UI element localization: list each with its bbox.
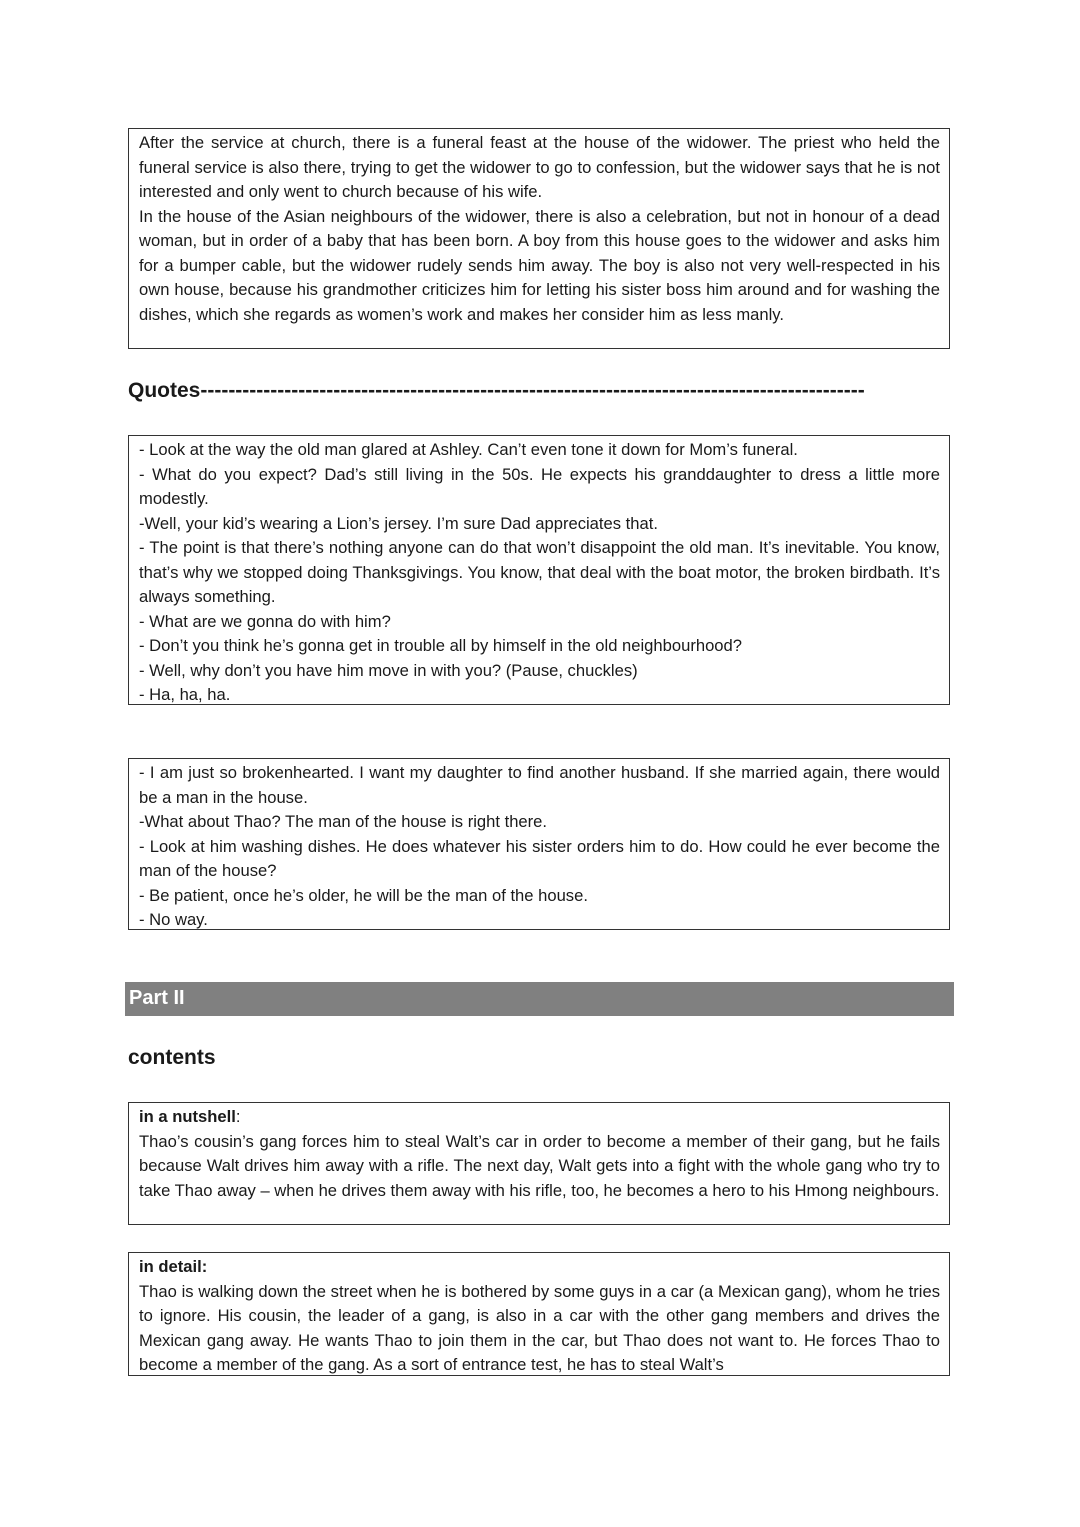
quotes-heading: Quotes----------------------------------------------------------------------------------------------- [128, 379, 865, 402]
quote-line: - I am just so brokenhearted. I want my daughter to find another husband. If she married again, there would be a man in the house. [139, 763, 940, 807]
summary-paragraph-1: After the service at church, there is a funeral feast at the house of the widower. The priest who held the funeral service is also there, trying to get the widower to go to confession, but the widower says that he is not interested and only went to church because of his wife. [139, 133, 940, 201]
quote-line: - What do you expect? Dad’s still living in the 50s. He expects his granddaughter to dress a little more modestly. [139, 464, 940, 508]
part-banner: Part II [125, 982, 954, 1016]
quote-line: - Look at him washing dishes. He does whatever his sister orders him to do. How could he ever become the man of the house? [139, 836, 940, 880]
quote-line: - No way. [139, 910, 208, 929]
quote-line: - Ha, ha, ha. [139, 685, 231, 704]
nutshell-label-colon: : [235, 1107, 241, 1126]
quote-line: -Well, your kid’s wearing a Lion’s jersey. I’m sure Dad appreciates that. [139, 513, 658, 533]
detail-label: in detail: [139, 1257, 208, 1276]
detail-box [128, 1252, 950, 1376]
quote-line: - What are we gonna do with him? [139, 611, 391, 631]
quote-line: - The point is that there’s nothing anyone can do that won’t disappoint the old man. It’s inevitable. You know, that’s why we stopped doing Thanksgivings. You know, that deal with the boat motor, the broken birdbath. It’s always something. [139, 538, 940, 606]
nutshell-text: Thao’s cousin’s gang forces him to steal Walt’s car in order to become a member of their gang, but he fails because Walt drives him away with a rifle. The next day, Walt gets into a fight with the whole gang who try to take Thao away – when he drives them away with his rifle, too, he becomes a hero to his Hmong neighbours. [139, 1131, 940, 1200]
quote-line: - Well, why don’t you have him move in with you? (Pause, chuckles) [139, 660, 638, 680]
quotes-box-1 [128, 435, 950, 705]
nutshell-label-line [139, 1105, 940, 1130]
quotes-box-2 [128, 758, 950, 930]
quote-line: - Look at the way the old man glared at Ashley. Can’t even tone it down for Mom’s funeral. [139, 440, 798, 459]
quote-line: - Don’t you think he’s gonna get in trouble all by himself in the old neighbourhood? [139, 636, 742, 655]
quote-line: - Be patient, once he’s older, he will be the man of the house. [139, 885, 588, 905]
contents-heading: contents [128, 1046, 216, 1069]
nutshell-label: in a nutshell [139, 1107, 236, 1126]
summary-box [128, 128, 950, 349]
nutshell-box [128, 1102, 950, 1225]
quote-line: -What about Thao? The man of the house is right there. [139, 812, 548, 831]
summary-paragraph-2: In the house of the Asian neighbours of the widower, there is also a celebration, but not in honour of a dead woman, but in order of a baby that has been born. A boy from this house goes to the widower and asks him for a bumper cable, but the widower rudely sends him away. The boy is also not very well-respected in his own house, because his grandmother criticizes him for letting his sister boss him around and for washing the dishes, which she regards as women’s work and makes her consider him as less manly. [139, 206, 940, 324]
detail-text: Thao is walking down the street when he is bothered by some guys in a car (a Mexican gang), whom he tries to ignore. His cousin, the leader of a gang, is also in a car with the other gang members and drives the Mexican gang away. He wants Thao to join them in the car, but Thao does not want to. He forces Thao to become a member of the gang. As a sort of entrance test, he has to steal Walt’s [139, 1281, 940, 1374]
